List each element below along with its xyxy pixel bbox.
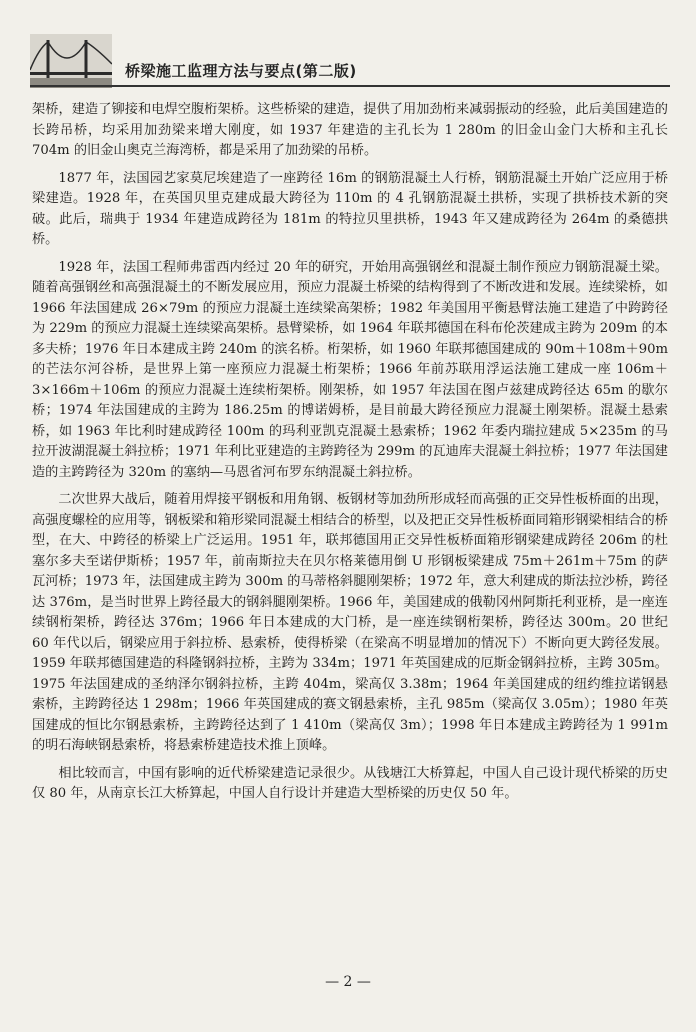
body-text: [32, 100, 668, 812]
paragraph: 二次世界大战后，随着用焊接平钢板和用角钢、板钢材等加劲所形成轻而高强的正交异性板桥面的出现，高强度螺栓的应用等，钢板梁和箱形梁同混凝土相结合的桥型，以及把正交异性板桥面同箱形钢梁相结合的桥型，在大、中跨径的桥梁上广泛运用。1951 年，联邦德国用正交异性板桥面箱形钢梁建成跨径 206m 的杜塞尔多夫至诺伊斯桥；1957 年，前南斯拉夫在贝尔格莱德用倒 U 形钢板梁建成 75m＋261m＋75m 的萨瓦河桥；1973 年，法国建成主跨为 300m 的马蒂格斜腿刚架桥；1972 年，意大利建成的斯法拉沙桥，跨径达 376m，是当时世界上跨径最大的钢斜腿刚架桥。1966 年，美国建成的俄勒冈州阿斯托利亚桥，是一座连续钢桁架桥，跨径达 376m；1966 年日本建成的大门桥，是一座连续钢桁架桥，跨径达 300m。20 世纪 60 年代以后，钢梁应用于斜拉桥、悬索桥，使得桥梁（在梁高不明显增加的情况下）不断向更大跨径发展。1959 年联邦德国建造的科隆钢斜拉桥，主跨为 334m；1971 年英国建成的厄斯金钢斜拉桥，主跨 305m。1975 年法国建成的圣纳泽尔钢斜拉桥，主跨 404m，梁高仅 3.38m；1964 年美国建成的纽约维拉诺钢悬索桥，主跨跨径达 1 298m；1966 年英国建成的赛文钢悬索桥，主孔 985m（梁高仅 3.05m）；1980 年英国建成的恒比尔钢悬索桥，主跨跨径达到了 1 410m（梁高仅 3m）；1998 年日本建成主跨跨径为 1 991m 的明石海峡钢悬索桥，将悬索桥建造技术推上顶峰。: [32, 492, 668, 753]
book-title: 桥梁施工监理方法与要点(第二版): [125, 62, 357, 80]
paragraph: 1928 年，法国工程师弗雷西内经过 20 年的研究，开始用高强钢丝和混凝土制作预应力钢筋混凝土梁。随着高强钢丝和高强混凝土的不断发展应用，预应力混凝土桥梁的结构得到了不断改进和发展。连续梁桥，如 1966 年法国建成 26×79m 的预应力混凝土连续梁高架桥；1982 年美国用平衡悬臂法施工建造了中跨跨径为 229m 的预应力混凝土连续梁高架桥。悬臂梁桥，如 1964 年联邦德国在科布伦茨建成主跨为 209m 的本多夫桥；1976 年日本建成主跨 240m 的滨名桥。桁架桥，如 1960 年联邦德国建成的 90m＋108m＋90m 的芒法尔河谷桥，是世界上第一座预应力混凝土桁架桥；1966 年前苏联用浮运法施工建成一座 106m＋3×166m＋106m 的预应力混凝土连续桁架桥。刚架桥，如 1957 年法国在图卢兹建成跨径达 65m 的歇尔桥；1974 年法国建成的主跨为 186.25m 的博诺姆桥，是目前最大跨径预应力混凝土刚架桥。混凝土悬索桥，如 1963 年比利时建成跨径 100m 的玛利亚凯克混凝土悬索桥；1962 年委内瑞拉建成 5×235m 的马拉开波湖混凝土斜拉桥；1971 年利比亚建造的主跨跨径为 299m 的瓦迪库夫混凝土斜拉桥；1977 年法国建造的主跨跨径为 320m 的塞纳—马恩省河布罗东纳混凝土斜拉桥。: [32, 259, 668, 480]
paragraph: 架桥，建造了铆接和电焊空腹桁架桥。这些桥梁的建造，提供了用加劲桁来减弱振动的经验，此后美国建造的长跨吊桥，均采用加劲梁来增大刚度，如 1937 年建造的主孔长为 1 280m 的旧金山金门大桥和主孔长 704m 的旧金山奥克兰海湾桥，都是采用了加劲梁的吊桥。: [32, 102, 668, 158]
suspension-bridge-icon: [30, 34, 112, 88]
paragraph: 1877 年，法国园艺家莫尼埃建造了一座跨径 16m 的钢筋混凝土人行桥，钢筋混凝土开始广泛应用于桥梁建造。1928 年，在英国贝里克建成最大跨径为 110m 的 4 孔钢筋混凝土拱桥，实现了拱桥技术新的突破。此后，瑞典于 1934 年建造成跨径为 181m 的特拉贝里拱桥，1943 年又建成跨径为 264m 的桑德拱桥。: [32, 170, 668, 247]
header-rule: [30, 85, 670, 87]
page-number: — 2 —: [325, 974, 371, 990]
page-header: [30, 34, 670, 90]
paragraph: 相比较而言，中国有影响的近代桥梁建造记录很少。从钱塘江大桥算起，中国人自己设计现代桥梁的历史仅 80 年，从南京长江大桥算起，中国人自行设计并建造大型桥梁的历史仅 50 年。: [32, 765, 668, 801]
